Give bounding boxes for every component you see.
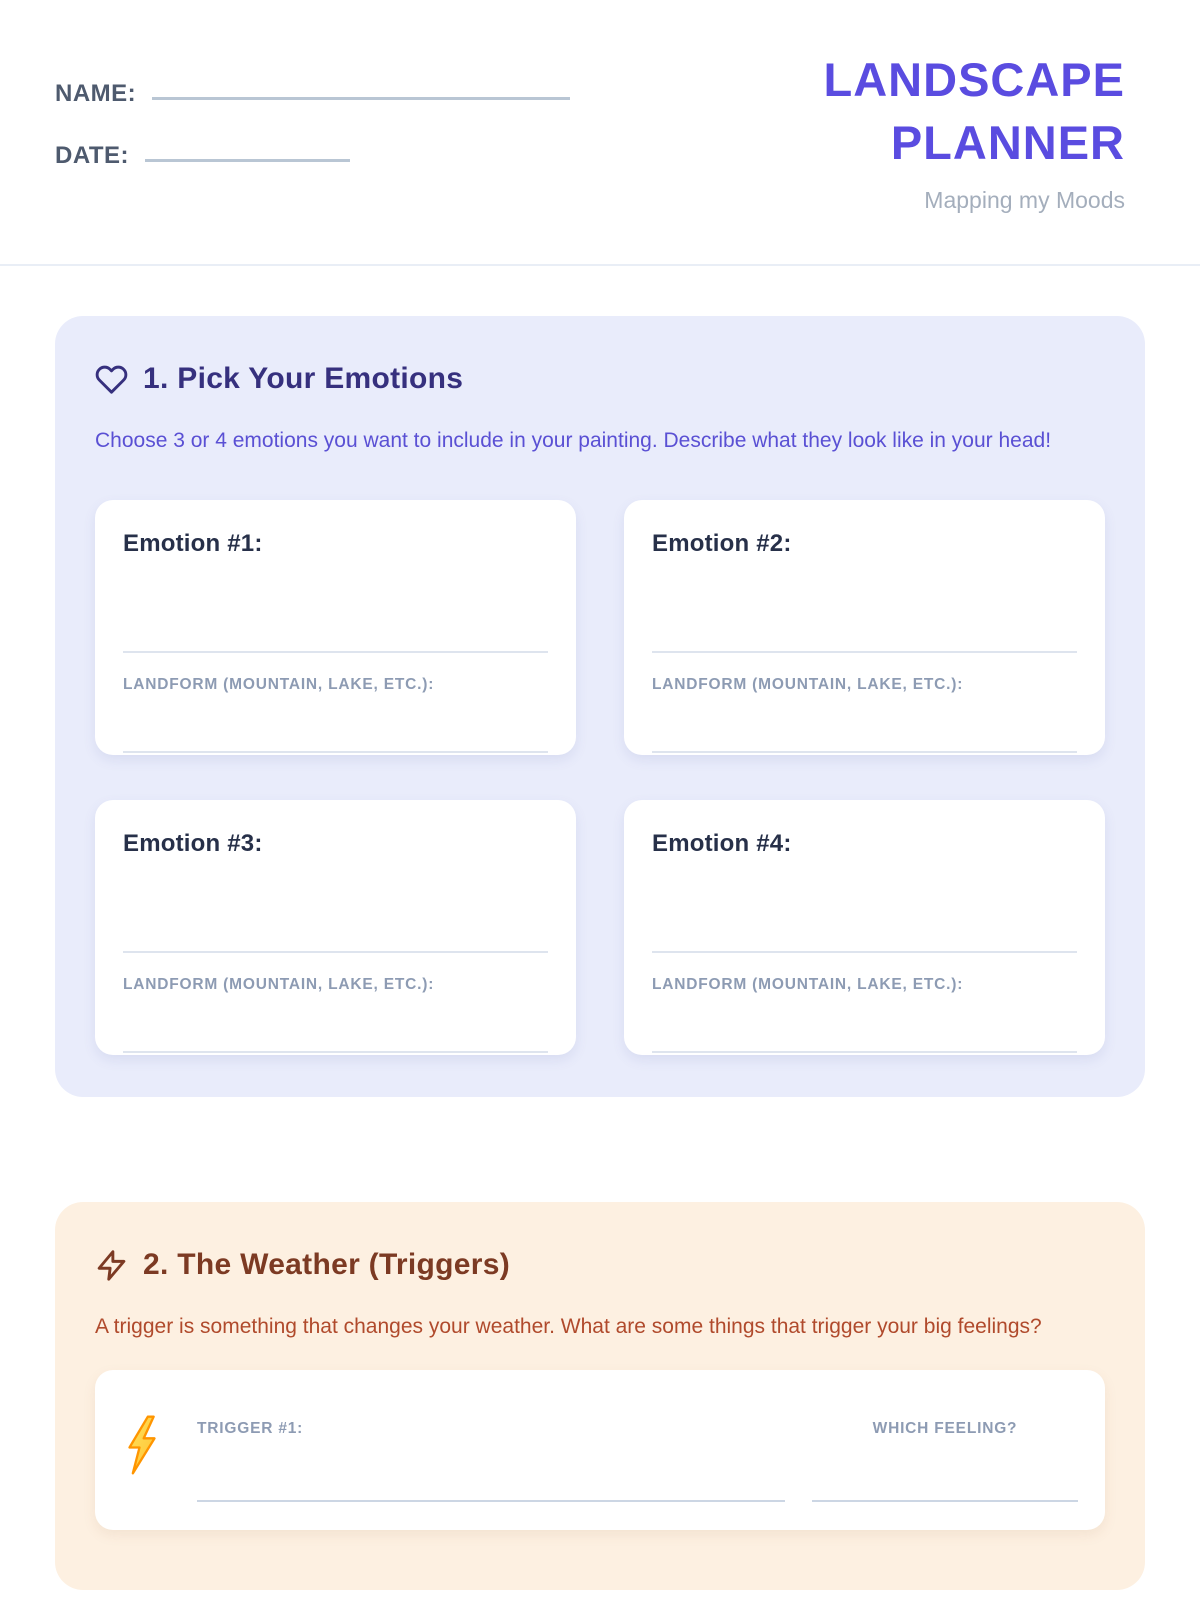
section-pick-emotions — [55, 316, 1145, 1097]
trigger-card-1 — [95, 1370, 1105, 1530]
emotion-write-line — [652, 651, 1077, 653]
emotion-card-1 — [95, 500, 576, 755]
emotion-write-line — [123, 651, 548, 653]
emotion-card-2 — [624, 500, 1105, 755]
emotion-card-title: Emotion #3: — [123, 830, 263, 857]
feeling-write-line — [812, 1500, 1078, 1502]
landform-write-line — [123, 1051, 548, 1053]
emotion-card-title: Emotion #1: — [123, 530, 263, 557]
section1-heading — [95, 362, 1105, 396]
trigger-column — [197, 1420, 785, 1502]
date-label: DATE: — [55, 142, 130, 169]
emotion-card-3 — [95, 800, 576, 1055]
section2-heading — [95, 1248, 1105, 1282]
landform-label: LANDFORM (MOUNTAIN, LAKE, ETC.): — [123, 676, 435, 693]
landform-label: LANDFORM (MOUNTAIN, LAKE, ETC.): — [123, 976, 435, 993]
name-label: NAME: — [55, 80, 137, 107]
section1-description: Choose 3 or 4 emotions you want to include in your painting. Describe what they look like in your head! — [95, 429, 1052, 452]
landform-write-line — [652, 751, 1077, 753]
landform-write-line — [652, 1051, 1077, 1053]
emotion-write-line — [123, 951, 548, 953]
section2-description: A trigger is something that changes your weather. What are some things that trigger your big feelings? — [95, 1315, 1042, 1338]
feeling-label: WHICH FEELING? — [872, 1420, 1018, 1437]
heart-icon — [95, 363, 128, 396]
page-title — [824, 48, 1125, 174]
emotion-card-4 — [624, 800, 1105, 1055]
date-write-line — [145, 159, 350, 162]
landform-label: LANDFORM (MOUNTAIN, LAKE, ETC.): — [652, 976, 964, 993]
emotion-write-line — [652, 951, 1077, 953]
emotion-card-title: Emotion #4: — [652, 830, 792, 857]
section1-title: 1. Pick Your Emotions — [143, 362, 464, 395]
page-title-line2: PLANNER — [890, 116, 1125, 169]
feeling-column — [812, 1420, 1078, 1502]
landform-write-line — [123, 751, 548, 753]
emotion-card-title: Emotion #2: — [652, 530, 792, 557]
section2-title: 2. The Weather (Triggers) — [143, 1248, 511, 1281]
worksheet-header — [0, 0, 1200, 266]
bolt-icon — [95, 1249, 128, 1282]
landform-label: LANDFORM (MOUNTAIN, LAKE, ETC.): — [652, 676, 964, 693]
page-title-line1: LANDSCAPE — [823, 53, 1125, 106]
emotion-cards-grid — [95, 500, 1105, 1055]
lightning-emoji-icon — [122, 1415, 162, 1475]
trigger-write-line — [197, 1500, 785, 1502]
section-weather-triggers — [55, 1202, 1145, 1590]
trigger-label: TRIGGER #1: — [197, 1420, 304, 1437]
page-subtitle: Mapping my Moods — [924, 187, 1125, 213]
name-write-line — [152, 97, 570, 100]
title-block — [824, 48, 1125, 214]
